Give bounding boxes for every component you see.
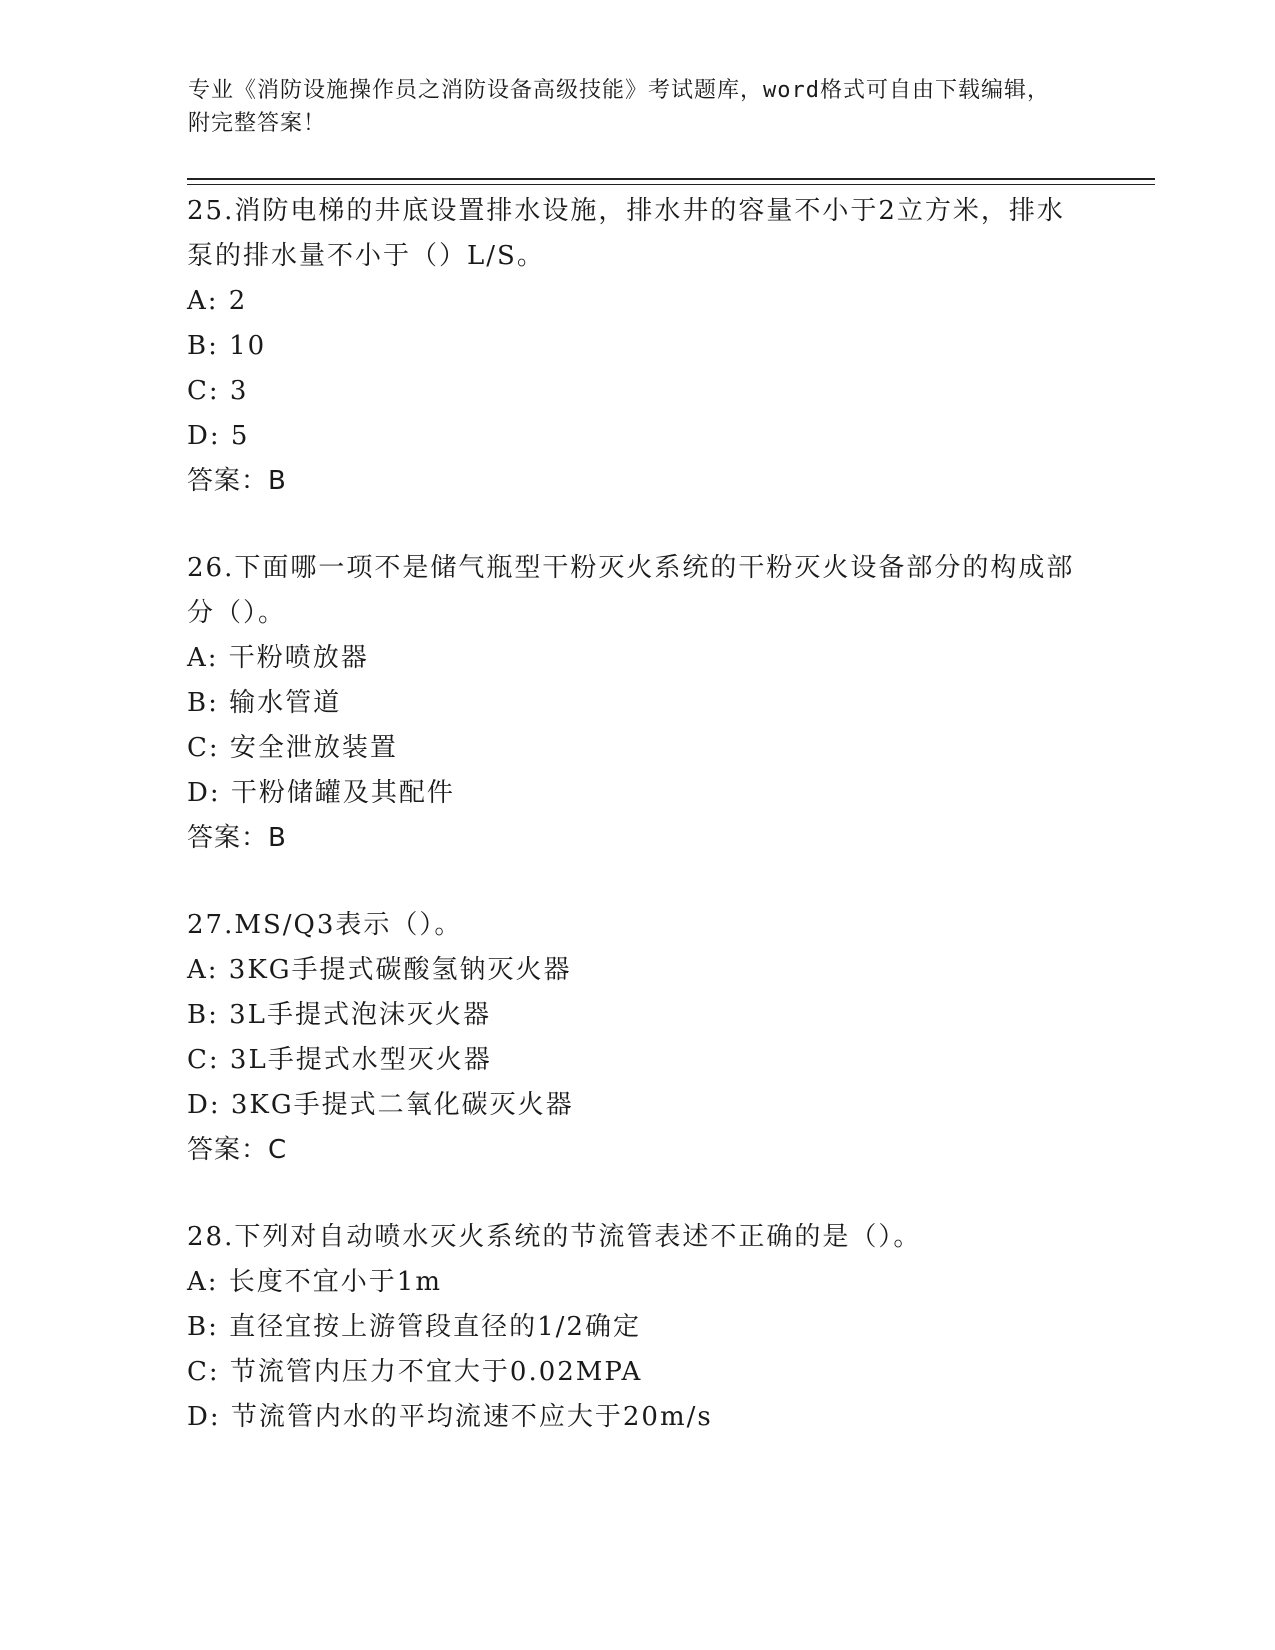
option-b: B: 3L手提式泡沫灭火器 [187,1000,491,1030]
option-a: A: 干粉喷放器 [187,643,369,673]
header-divider-thin [187,184,1155,185]
option-a: A: 3KG手提式碳酸氢钠灭火器 [187,955,572,985]
option-b: B: 10 [187,331,267,361]
question-list [187,189,1087,1440]
option-b: B: 直径宜按上游管段直径的1/2确定 [187,1312,641,1342]
option-d: D: 节流管内水的平均流速不应大于20m/s [187,1402,713,1432]
question-27 [187,903,1087,1172]
document-header: 专业《消防设施操作员之消防设备高级技能》考试题库，word格式可自由下载编辑，附完整答案！ [188,78,1050,136]
option-a: A: 2 [187,286,248,316]
question-26 [187,546,1087,860]
option-c: C: 节流管内压力不宜大于0.02MPA [187,1357,643,1387]
option-c: C: 3L手提式水型灭火器 [187,1045,492,1075]
option-d: D: 5 [187,421,250,451]
question-spacer [187,503,1087,546]
answer-line: 答案：C [187,1135,288,1165]
answer-line: 答案：B [187,823,287,853]
question-stem: 27.MS/Q3表示（）。 [187,910,463,940]
header-divider-thick [187,178,1155,180]
question-28 [187,1215,1087,1440]
option-b: B: 输水管道 [187,688,342,718]
question-stem: 26.下面哪一项不是储气瓶型干粉灭火系统的干粉灭火设备部分的构成部分（）。 [187,553,1075,628]
question-25 [187,189,1087,503]
option-c: C: 3 [187,376,249,406]
question-stem: 25.消防电梯的井底设置排水设施，排水井的容量不小于2立方米，排水泵的排水量不小于（）L/S。 [187,196,1065,271]
answer-line: 答案：B [187,466,287,496]
option-c: C: 安全泄放装置 [187,733,398,763]
option-d: D: 3KG手提式二氧化碳灭火器 [187,1090,574,1120]
question-spacer [187,1172,1087,1215]
question-spacer [187,860,1087,903]
option-a: A: 长度不宜小于1m [187,1267,442,1297]
option-d: D: 干粉储罐及其配件 [187,778,455,808]
question-stem: 28.下列对自动喷水灭火系统的节流管表述不正确的是（）。 [187,1222,922,1252]
